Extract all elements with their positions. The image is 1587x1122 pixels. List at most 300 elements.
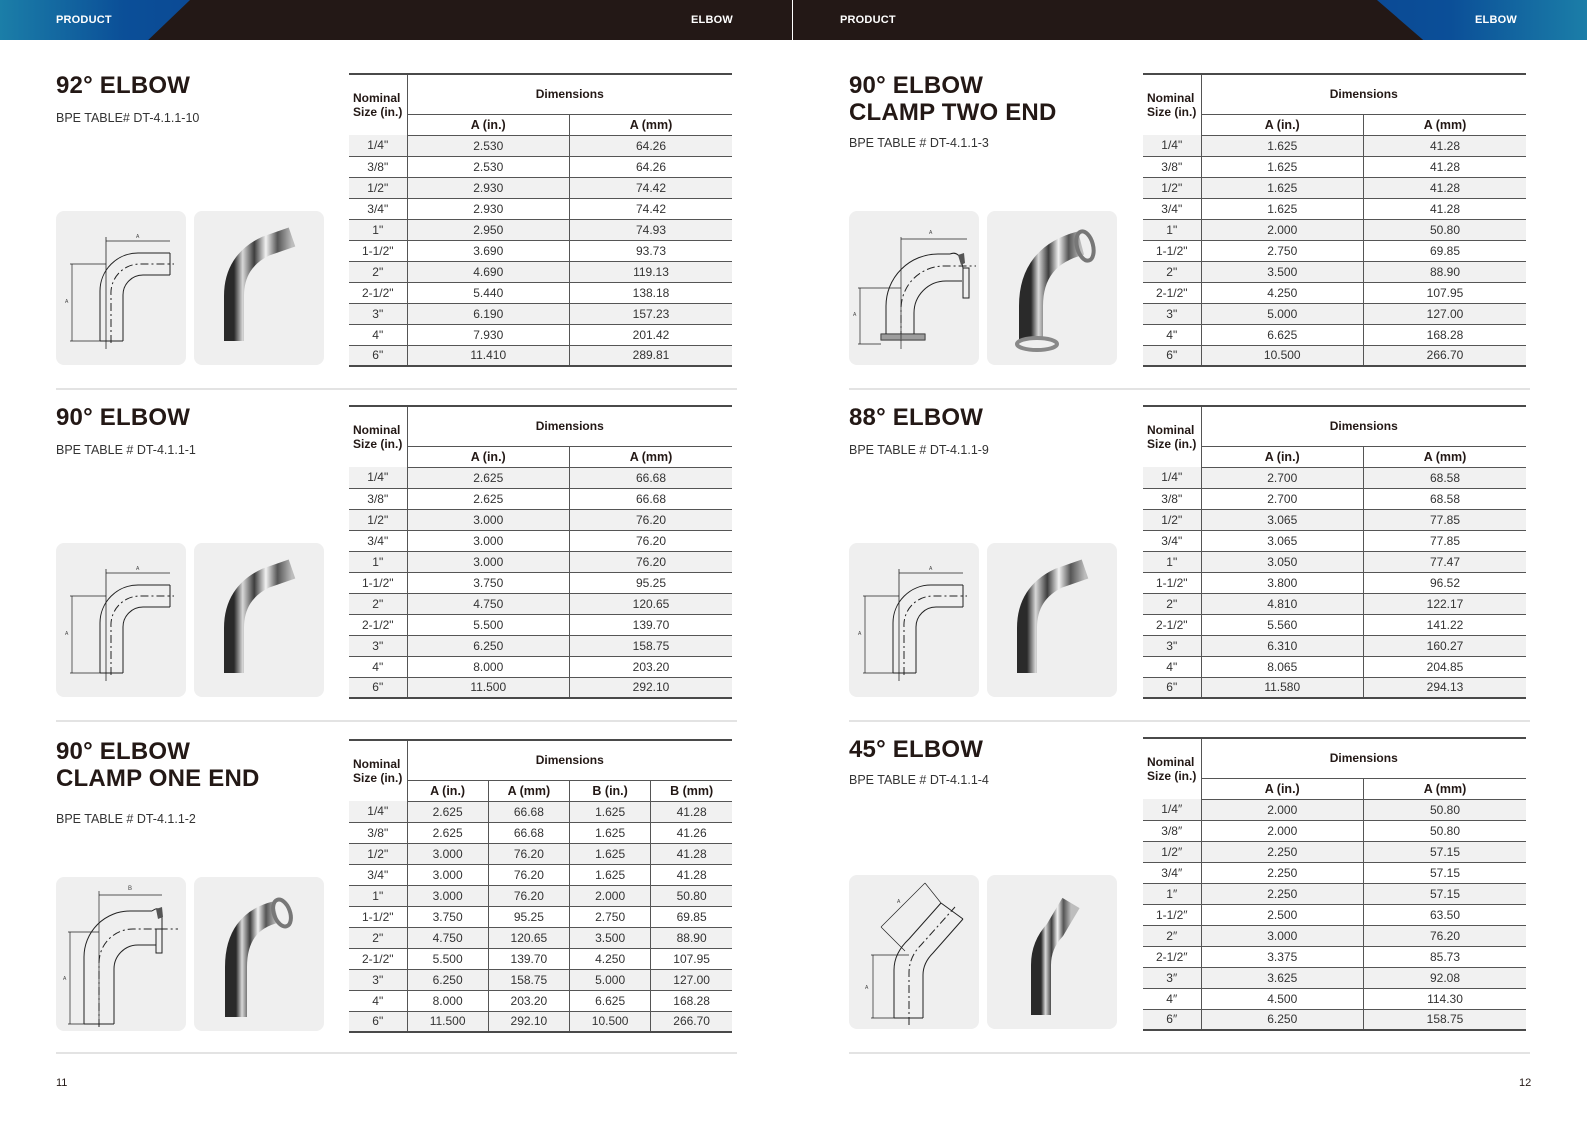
dimension-cell: 4.250 [1201, 282, 1364, 303]
dimension-cell: 2.625 [407, 801, 488, 822]
dimension-cell: 138.18 [570, 282, 733, 303]
section-title [56, 404, 336, 431]
dimensions-header: Dimensions [407, 74, 732, 114]
product-photo-image [987, 211, 1117, 365]
dimension-cell: 2.000 [1201, 219, 1364, 240]
dimension-cell: 50.80 [1364, 820, 1527, 841]
dimension-cell: 74.93 [570, 219, 733, 240]
technical-drawing-image [56, 543, 186, 697]
table-row [349, 177, 732, 198]
dimension-cell: 1.625 [1201, 156, 1364, 177]
nominal-size-cell: 2-1/2" [349, 948, 407, 969]
dimension-cell: 120.65 [570, 593, 733, 614]
column-header: A (mm) [1364, 114, 1527, 135]
dimension-cell: 93.73 [570, 240, 733, 261]
dimension-cell: 2.750 [570, 906, 651, 927]
nominal-size-cell: 4" [349, 324, 407, 345]
dimension-cell: 6.250 [1201, 1009, 1364, 1030]
bpe-table-reference: BPE TABLE # DT-4.1.1-3 [849, 136, 989, 150]
dimension-cell: 5.560 [1201, 614, 1364, 635]
dimension-cell: 158.75 [1364, 1009, 1527, 1030]
dimension-cell: 2.625 [407, 822, 488, 843]
dimension-cell: 8.065 [1201, 656, 1364, 677]
table-row [1143, 967, 1526, 988]
dimension-cell: 5.500 [407, 948, 488, 969]
table-row [349, 656, 732, 677]
product-photo-image [194, 211, 324, 365]
dimension-cell: 76.20 [488, 864, 569, 885]
product-section [56, 404, 336, 637]
table-row [1143, 988, 1526, 1009]
table-row [349, 345, 732, 366]
nominal-size-cell: 2-1/2″ [1143, 946, 1201, 967]
page-header-right [793, 0, 1587, 40]
dimension-cell: 6.190 [407, 303, 570, 324]
dim-a-label: A [65, 299, 69, 305]
nominal-size-cell: 3/8" [349, 488, 407, 509]
dimension-cell: 50.80 [1364, 799, 1527, 820]
dimension-cell: 2.000 [1201, 799, 1364, 820]
column-header: A (mm) [570, 446, 733, 467]
dimension-cell: 6.625 [1201, 324, 1364, 345]
dimension-cell: 77.47 [1364, 551, 1527, 572]
nominal-size-cell: 2" [349, 927, 407, 948]
dimension-cell: 1.625 [570, 801, 651, 822]
table-row [349, 635, 732, 656]
dimension-cell: 64.26 [570, 135, 733, 156]
header-category-right: PRODUCT [840, 14, 896, 26]
nominal-size-cell: 1/2" [1143, 509, 1201, 530]
dimensions-header: Dimensions [407, 740, 732, 780]
elbow-photo [194, 211, 324, 365]
dimensions-table [1143, 405, 1526, 699]
elbow-drawing [56, 211, 186, 365]
nominal-size-header: Nominal Size (in.) [349, 406, 407, 467]
divider [56, 388, 737, 390]
section-title-line1: 88° ELBOW [849, 404, 984, 431]
dimension-cell: 127.00 [651, 969, 732, 990]
table-row [349, 1011, 732, 1032]
dimension-cell: 203.20 [488, 990, 569, 1011]
dimension-cell: 4.750 [407, 927, 488, 948]
dimension-cell: 2.750 [1201, 240, 1364, 261]
dimensions-table [1143, 73, 1526, 367]
nominal-size-cell: 1/2" [349, 177, 407, 198]
dimension-cell: 64.26 [570, 156, 733, 177]
table-row [349, 135, 732, 156]
dimension-cell: 139.70 [570, 614, 733, 635]
nominal-size-cell: 1/4" [349, 801, 407, 822]
nominal-size-cell: 1/2″ [1143, 841, 1201, 862]
nominal-size-cell: 2-1/2" [349, 282, 407, 303]
elbow-photo [987, 543, 1117, 697]
table-row [1143, 467, 1526, 488]
dimension-cell: 74.42 [570, 177, 733, 198]
nominal-size-cell: 6" [1143, 345, 1201, 366]
table-row [349, 324, 732, 345]
dimension-cell: 168.28 [651, 990, 732, 1011]
dimensions-table [349, 73, 732, 367]
dimension-cell: 77.85 [1364, 530, 1527, 551]
nominal-size-cell: 4″ [1143, 988, 1201, 1009]
page-number-left: 11 [56, 1077, 68, 1089]
dimension-cell: 57.15 [1364, 841, 1527, 862]
product-section [56, 72, 336, 305]
table-row [1143, 572, 1526, 593]
elbow-photo [194, 877, 324, 1031]
column-header: A (mm) [1364, 778, 1527, 799]
dimension-cell: 11.410 [407, 345, 570, 366]
section-title [849, 736, 1129, 763]
nominal-size-cell: 2″ [1143, 925, 1201, 946]
nominal-size-cell: 1" [349, 885, 407, 906]
technical-drawing-image [56, 877, 186, 1031]
divider [56, 720, 737, 722]
dimension-cell: 122.17 [1364, 593, 1527, 614]
dimension-cell: 203.20 [570, 656, 733, 677]
dimension-cell: 66.68 [570, 488, 733, 509]
table-row [1143, 656, 1526, 677]
elbow-drawing [849, 875, 979, 1029]
table-row [1143, 345, 1526, 366]
table-row [1143, 551, 1526, 572]
dimension-cell: 88.90 [1364, 261, 1527, 282]
table-row [1143, 219, 1526, 240]
table-row [1143, 1009, 1526, 1030]
dimensions-header: Dimensions [1201, 74, 1526, 114]
dimension-cell: 57.15 [1364, 883, 1527, 904]
table-row [1143, 282, 1526, 303]
dimension-cell: 68.58 [1364, 488, 1527, 509]
column-header: A (mm) [570, 114, 733, 135]
table-row [1143, 635, 1526, 656]
dimension-cell: 120.65 [488, 927, 569, 948]
dimension-cell: 2.530 [407, 135, 570, 156]
nominal-size-cell: 4" [349, 656, 407, 677]
product-photo-image [194, 877, 324, 1031]
nominal-size-cell: 1-1/2" [349, 572, 407, 593]
dimension-cell: 41.28 [651, 801, 732, 822]
nominal-size-cell: 2-1/2" [1143, 282, 1201, 303]
dimension-cell: 2.700 [1201, 488, 1364, 509]
dimension-cell: 294.13 [1364, 677, 1527, 698]
dimension-cell: 8.000 [407, 990, 488, 1011]
dimension-cell: 157.23 [570, 303, 733, 324]
dimension-cell: 7.930 [407, 324, 570, 345]
dimension-cell: 10.500 [1201, 345, 1364, 366]
table-row [1143, 488, 1526, 509]
dimension-cell: 11.500 [407, 677, 570, 698]
divider [849, 388, 1530, 390]
nominal-size-header: Nominal Size (in.) [1143, 738, 1201, 799]
product-section [849, 736, 1129, 991]
column-header: A (mm) [488, 780, 569, 801]
table-row [349, 906, 732, 927]
nominal-size-cell: 1/2" [349, 843, 407, 864]
nominal-size-cell: 3" [349, 303, 407, 324]
dim-a-label: A [136, 566, 140, 572]
dimension-cell: 2.250 [1201, 841, 1364, 862]
table-row [1143, 614, 1526, 635]
dimension-cell: 41.28 [1364, 198, 1527, 219]
table-row [1143, 946, 1526, 967]
nominal-size-cell: 1/2" [1143, 177, 1201, 198]
nominal-size-cell: 2" [1143, 593, 1201, 614]
dimensions-table [1143, 737, 1526, 1031]
dimension-cell: 66.68 [488, 801, 569, 822]
table-row [349, 593, 732, 614]
table-row [349, 843, 732, 864]
dimension-cell: 119.13 [570, 261, 733, 282]
nominal-size-cell: 1-1/2" [349, 240, 407, 261]
dimension-cell: 77.85 [1364, 509, 1527, 530]
section-title-line1: 90° ELBOW [56, 404, 191, 431]
nominal-size-cell: 3" [349, 635, 407, 656]
dimension-cell: 5.000 [570, 969, 651, 990]
dimension-cell: 1.625 [1201, 177, 1364, 198]
bpe-table-reference: BPE TABLE # DT-4.1.1-1 [56, 443, 196, 457]
nominal-size-header: Nominal Size (in.) [1143, 74, 1201, 135]
elbow-drawing [56, 877, 186, 1031]
dimension-cell: 2.625 [407, 467, 570, 488]
dimension-cell: 57.15 [1364, 862, 1527, 883]
nominal-size-cell: 1-1/2" [1143, 572, 1201, 593]
nominal-size-cell: 1″ [1143, 883, 1201, 904]
elbow-photo [194, 543, 324, 697]
nominal-size-cell: 3/4" [1143, 530, 1201, 551]
header-section-right: ELBOW [1475, 14, 1517, 26]
column-header: A (in.) [1201, 114, 1364, 135]
section-title [56, 738, 336, 792]
nominal-size-cell: 2-1/2" [349, 614, 407, 635]
dimension-cell: 266.70 [651, 1011, 732, 1032]
table-row [1143, 177, 1526, 198]
table-row [349, 282, 732, 303]
dim-a-label: A [136, 234, 140, 240]
elbow-photo [987, 211, 1117, 365]
dimension-cell: 2.700 [1201, 467, 1364, 488]
bpe-table-reference: BPE TABLE # DT-4.1.1-2 [56, 812, 196, 826]
nominal-size-cell: 3/8" [349, 822, 407, 843]
dimension-cell: 2.250 [1201, 862, 1364, 883]
bpe-table-reference: BPE TABLE# DT-4.1.1-10 [56, 111, 200, 125]
dim-a-label: A [865, 985, 869, 991]
dimension-cell: 114.30 [1364, 988, 1527, 1009]
table-row [349, 885, 732, 906]
nominal-size-cell: 2" [349, 261, 407, 282]
table-row [349, 801, 732, 822]
dimension-cell: 168.28 [1364, 324, 1527, 345]
table-row [1143, 862, 1526, 883]
dim-a-label: A [929, 230, 933, 236]
nominal-size-cell: 1/4" [349, 135, 407, 156]
dimension-cell: 2.950 [407, 219, 570, 240]
dimension-cell: 3.000 [407, 530, 570, 551]
table-row [1143, 324, 1526, 345]
dimension-cell: 3.375 [1201, 946, 1364, 967]
dimension-cell: 4.250 [570, 948, 651, 969]
nominal-size-cell: 4" [349, 990, 407, 1011]
product-photo-image [194, 543, 324, 697]
nominal-size-cell: 1/4" [349, 467, 407, 488]
dimension-cell: 6.310 [1201, 635, 1364, 656]
dimension-cell: 266.70 [1364, 345, 1527, 366]
dimension-cell: 158.75 [488, 969, 569, 990]
section-title [849, 404, 1129, 431]
dimension-cell: 2.000 [570, 885, 651, 906]
product-section [849, 404, 1129, 637]
dim-a-label: A [63, 976, 67, 982]
nominal-size-cell: 1/4" [1143, 135, 1201, 156]
nominal-size-cell: 1-1/2" [1143, 240, 1201, 261]
table-row [349, 240, 732, 261]
dimension-cell: 95.25 [570, 572, 733, 593]
table-row [1143, 904, 1526, 925]
technical-drawing-image [849, 875, 979, 1029]
table-row [349, 614, 732, 635]
product-section [56, 738, 336, 982]
dimension-cell: 3.690 [407, 240, 570, 261]
dimension-cell: 201.42 [570, 324, 733, 345]
technical-drawing-image [849, 543, 979, 697]
table-row [349, 467, 732, 488]
nominal-size-cell: 3/4" [1143, 198, 1201, 219]
table-row [349, 530, 732, 551]
dimension-cell: 2.500 [1201, 904, 1364, 925]
dimension-cell: 4.690 [407, 261, 570, 282]
dimension-cell: 5.500 [407, 614, 570, 635]
table-row [349, 864, 732, 885]
dim-a-label: A [858, 631, 862, 637]
table-row [349, 219, 732, 240]
dimension-cell: 3.750 [407, 906, 488, 927]
dimension-cell: 66.68 [570, 467, 733, 488]
table-row [349, 156, 732, 177]
nominal-size-cell: 3/4" [349, 864, 407, 885]
dimension-cell: 6.250 [407, 635, 570, 656]
nominal-size-cell: 3/8″ [1143, 820, 1201, 841]
dimension-cell: 107.95 [651, 948, 732, 969]
section-title [849, 72, 1129, 126]
dimension-cell: 3.000 [407, 509, 570, 530]
column-header: B (in.) [570, 780, 651, 801]
dimension-cell: 74.42 [570, 198, 733, 219]
column-header: A (in.) [407, 780, 488, 801]
table-row [349, 303, 732, 324]
nominal-size-cell: 2" [349, 593, 407, 614]
page-number-right: 12 [1519, 1077, 1532, 1089]
table-row [1143, 925, 1526, 946]
dimension-cell: 2.930 [407, 177, 570, 198]
dimension-cell: 3.000 [407, 864, 488, 885]
column-header: B (mm) [651, 780, 732, 801]
dimension-cell: 3.000 [407, 843, 488, 864]
nominal-size-cell: 6" [349, 677, 407, 698]
dim-a-label: A [897, 899, 901, 905]
nominal-size-cell: 6" [349, 345, 407, 366]
table-row [349, 509, 732, 530]
nominal-size-cell: 2" [1143, 261, 1201, 282]
column-header: A (mm) [1364, 446, 1527, 467]
product-photo-image [987, 875, 1117, 1029]
table-row [349, 822, 732, 843]
column-header: A (in.) [407, 114, 570, 135]
nominal-size-cell: 1" [1143, 551, 1201, 572]
section-title-line2: CLAMP ONE END [56, 765, 260, 792]
dimension-cell: 3.800 [1201, 572, 1364, 593]
dimension-cell: 2.930 [407, 198, 570, 219]
nominal-size-cell: 1/2" [349, 509, 407, 530]
bpe-table-reference: BPE TABLE # DT-4.1.1-9 [849, 443, 989, 457]
nominal-size-cell: 3/8" [1143, 488, 1201, 509]
dimension-cell: 11.580 [1201, 677, 1364, 698]
product-section [849, 72, 1129, 318]
nominal-size-cell: 3″ [1143, 967, 1201, 988]
table-row [1143, 820, 1526, 841]
elbow-drawing [849, 211, 979, 365]
dimension-cell: 3.050 [1201, 551, 1364, 572]
dimension-cell: 3.625 [1201, 967, 1364, 988]
dimension-cell: 76.20 [570, 530, 733, 551]
table-row [349, 551, 732, 572]
dimension-cell: 95.25 [488, 906, 569, 927]
dim-a-label: A [853, 312, 857, 318]
nominal-size-cell: 1" [1143, 219, 1201, 240]
elbow-photo [987, 875, 1117, 1029]
dimension-cell: 3.500 [570, 927, 651, 948]
dimension-cell: 2.625 [407, 488, 570, 509]
table-row [349, 572, 732, 593]
dimension-cell: 66.68 [488, 822, 569, 843]
table-row [1143, 240, 1526, 261]
dimensions-header: Dimensions [407, 406, 732, 446]
dimension-cell: 5.440 [407, 282, 570, 303]
dimensions-table [349, 405, 732, 699]
header-category-left: PRODUCT [56, 14, 112, 26]
nominal-size-cell: 2-1/2" [1143, 614, 1201, 635]
elbow-drawing [56, 543, 186, 697]
dimension-cell: 76.20 [488, 843, 569, 864]
dimension-cell: 139.70 [488, 948, 569, 969]
divider [849, 720, 1530, 722]
dimension-cell: 4.750 [407, 593, 570, 614]
nominal-size-cell: 1-1/2″ [1143, 904, 1201, 925]
dimension-cell: 3.000 [1201, 925, 1364, 946]
dimension-cell: 3.065 [1201, 530, 1364, 551]
section-title-line1: 92° ELBOW [56, 72, 191, 99]
dimension-cell: 6.250 [407, 969, 488, 990]
dimension-cell: 158.75 [570, 635, 733, 656]
table-row [1143, 883, 1526, 904]
header-section-left: ELBOW [691, 14, 733, 26]
nominal-size-cell: 3" [1143, 303, 1201, 324]
section-title-line2: CLAMP TWO END [849, 99, 1057, 126]
dimension-cell: 2.000 [1201, 820, 1364, 841]
table-row [349, 927, 732, 948]
dimension-cell: 5.000 [1201, 303, 1364, 324]
dimension-cell: 41.26 [651, 822, 732, 843]
dimension-cell: 3.065 [1201, 509, 1364, 530]
dimension-cell: 76.20 [1364, 925, 1527, 946]
nominal-size-cell: 1/4" [1143, 467, 1201, 488]
nominal-size-cell: 1" [349, 551, 407, 572]
technical-drawing-image [56, 211, 186, 365]
dimension-cell: 1.625 [570, 843, 651, 864]
nominal-size-header: Nominal Size (in.) [1143, 406, 1201, 467]
divider [56, 1052, 737, 1054]
dimension-cell: 3.750 [407, 572, 570, 593]
nominal-size-cell: 4" [1143, 324, 1201, 345]
